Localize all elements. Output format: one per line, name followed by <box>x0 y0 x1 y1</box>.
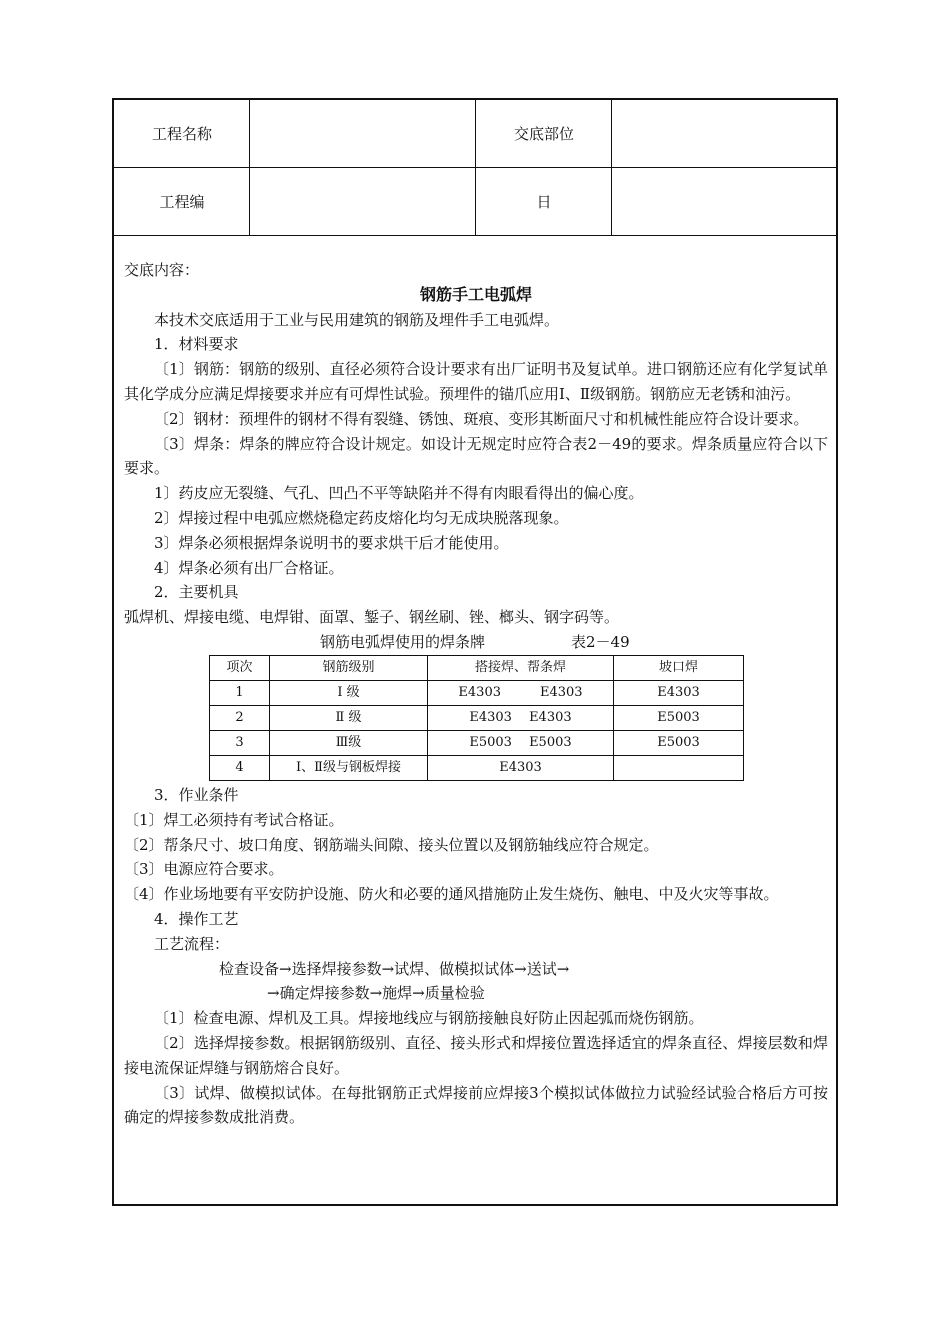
table-cell <box>614 755 744 780</box>
table-cell: Ⅱ 级 <box>270 705 428 730</box>
table-cell: E4303 E4303 <box>428 680 614 705</box>
section-heading: 1．材料要求 <box>154 335 239 354</box>
date-value[interactable] <box>612 167 838 235</box>
table-cell: 3 <box>210 730 270 755</box>
list-item: 〔1〕焊工必须持有考试合格证。 <box>124 810 344 829</box>
flow-label: 工艺流程： <box>154 934 230 953</box>
electrode-table <box>209 655 744 781</box>
table-cell: E5003 <box>614 730 744 755</box>
list-item: 〔3〕试焊、做模拟试体。在每批钢筋正式焊接前应焊接3个模拟试体做拉力试验经试验合格后方可按确定的焊接参数成批消费。 <box>124 1083 828 1127</box>
table-cell: Ⅰ、Ⅱ级与钢板焊接 <box>270 755 428 780</box>
table-header-row <box>210 655 744 680</box>
table-caption-title: 钢筋电弧焊使用的焊条牌 <box>320 632 486 651</box>
table-row <box>210 705 744 730</box>
table-cell: E4303 <box>428 755 614 780</box>
table-cell: 4 <box>210 755 270 780</box>
table-header-cell: 钢筋级别 <box>270 655 428 680</box>
handover-content <box>124 258 828 1130</box>
table-header-cell: 坡口焊 <box>614 655 744 680</box>
list-item: 〔3〕电源应符合要求。 <box>124 860 284 879</box>
table-cell: 1 <box>210 680 270 705</box>
doc-title: 钢筋手工电弧焊 <box>419 284 532 304</box>
section-heading: 2．主要机具 <box>154 583 239 602</box>
list-item: 〔3〕焊条：焊条的牌应符合设计规定。如设计无规定时应符合表2－49的要求。焊条质量应符合以下要求。 <box>124 434 828 478</box>
list-item: 1〕药皮应无裂缝、气孔、凹凸不平等缺陷并不得有肉眼看得出的偏心度。 <box>154 484 644 503</box>
divider <box>475 100 476 235</box>
table-cell: Ⅰ 级 <box>270 680 428 705</box>
table-row <box>210 730 744 755</box>
list-item: 4〕焊条必须有出厂合格证。 <box>154 558 344 577</box>
list-item: 〔2〕帮条尺寸、坡口角度、钢筋端头间隙、接头位置以及钢筋轴线应符合规定。 <box>124 835 659 854</box>
list-item: 〔4〕作业场地要有平安防护设施、防火和必要的通风措施防止发生烧伤、触电、中及火灾等事故。 <box>124 885 779 904</box>
divider <box>611 100 612 235</box>
table-row <box>210 755 744 780</box>
list-item: 2〕焊接过程中电弧应燃烧稳定药皮熔化均匀无成块脱落现象。 <box>154 508 569 527</box>
project-name-value[interactable] <box>250 100 476 167</box>
tools-text: 弧焊机、焊接电缆、电焊钳、面罩、錾子、钢丝刷、锉、榔头、钢字码等。 <box>124 608 620 627</box>
handover-form <box>112 98 838 1206</box>
project-no-label: 工程编 <box>159 192 205 211</box>
table-cell: E4303 <box>614 680 744 705</box>
project-name-label: 工程名称 <box>151 125 212 143</box>
table-header-cell: 搭接焊、帮条焊 <box>428 655 614 680</box>
table-number: 表2－49 <box>571 632 630 651</box>
handover-part-value[interactable] <box>612 100 838 167</box>
date-label: 日 <box>536 192 552 211</box>
divider <box>249 100 250 235</box>
list-item: 〔1〕检查电源、焊机及工具。焊接地线应与钢筋接触良好防止因起弧而烧伤钢筋。 <box>154 1009 704 1028</box>
table-row <box>210 680 744 705</box>
section-heading: 3．作业条件 <box>154 785 239 804</box>
content-label: 交底内容： <box>124 261 200 279</box>
table-caption <box>124 630 828 654</box>
list-item: 〔2〕钢材：预埋件的钢材不得有裂缝、锈蚀、斑痕、变形其断面尺寸和机械性能应符合设计要求。 <box>154 409 809 428</box>
table-header-cell: 项次 <box>210 655 270 680</box>
table-cell: Ⅲ级 <box>270 730 428 755</box>
list-item: 〔2〕选择焊接参数。根据钢筋级别、直径、接头形式和焊接位置选择适宜的焊条直径、焊接层数和焊接电流保证焊缝与钢筋熔合良好。 <box>124 1033 828 1077</box>
list-item: 3〕焊条必须根据焊条说明书的要求烘干后才能使用。 <box>154 533 509 552</box>
intro-text: 本技术交底适用于工业与民用建筑的钢筋及埋件手工电弧焊。 <box>154 310 560 329</box>
section-heading: 4．操作工艺 <box>154 909 239 928</box>
table-cell: E5003 <box>614 705 744 730</box>
project-no-value[interactable] <box>250 167 476 235</box>
table-cell: E4303 E4303 <box>428 705 614 730</box>
flow-line: →确定焊接参数→施焊→质量检验 <box>267 984 485 1003</box>
list-item: 〔1〕钢筋：钢筋的级别、直径必须符合设计要求有出厂证明书及复试单。进口钢筋还应有化学复试单其化学成分应满足焊接要求并应有可焊性试验。预埋件的锚爪应用Ⅰ、Ⅱ级钢筋。钢筋应无老锈和油污。 <box>124 360 828 403</box>
handover-part-label: 交底部位 <box>513 125 574 143</box>
table-cell: E5003 E5003 <box>428 730 614 755</box>
flow-line: 检查设备→选择焊接参数→试焊、做模拟试体→送试→ <box>219 959 570 978</box>
table-cell: 2 <box>210 705 270 730</box>
